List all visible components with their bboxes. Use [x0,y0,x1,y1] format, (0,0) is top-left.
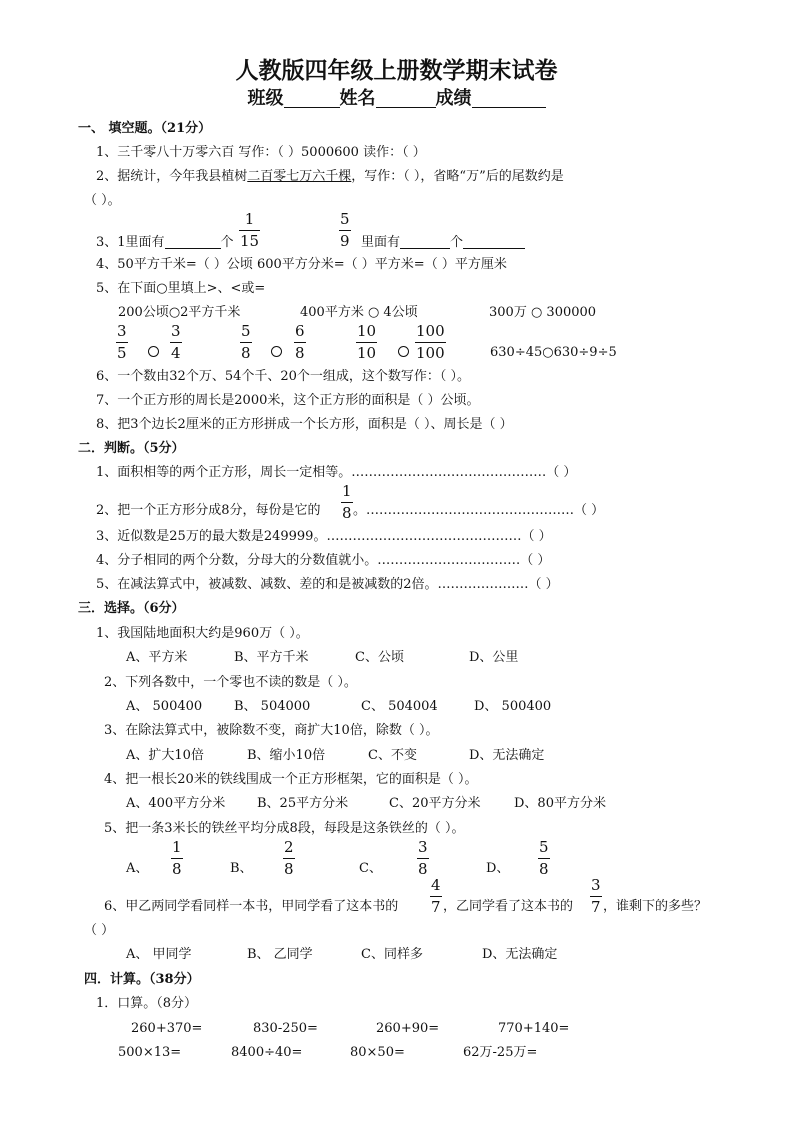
numerator: 3 [171,322,181,340]
denominator: 8 [418,860,428,878]
numerator: 3 [591,876,601,894]
section-fill-heading: 一、 填空题。（21分） [78,121,212,136]
denominator: 8 [241,344,251,362]
choice-q6-option-c[interactable]: C、同样多 [361,947,423,962]
choice-q3-option-b[interactable]: B、缩小10倍 [247,748,326,763]
choice-q5-option-b[interactable]: B、 [230,861,253,876]
denominator: 15 [240,232,260,250]
fill-q3-start [96,234,234,249]
fraction-5-9 [339,212,351,249]
fill-q2-suffix: ，写作：（ ），省略“万”后的尾数约是 [351,169,564,184]
choice-q4-option-c[interactable]: C、20平方分米 [389,796,481,811]
fill-q1: 1、三千零八十万零六百 写作：（ ）5000600 读作：（ ） [96,145,426,160]
judge-q3: 3、近似数是25万的最大数是249999。………………………………………（ ） [96,529,552,544]
choice-q6-middle: ，乙同学看了这本书的 [443,899,574,914]
fraction-4-7 [430,878,442,915]
choice-q5-frac-d [538,840,550,877]
choice-q1: 1、我国陆地面积大约是960万（ ）。 [96,626,309,641]
fill-q2-prefix: 2、据统计，今年我县植树 [96,169,248,184]
fraction-1-8 [341,484,353,521]
compare-division: 630÷45○630÷9÷5 [490,345,617,360]
fill-q2-continued: （ ）。 [84,193,121,208]
choice-q5-option-a[interactable]: A、 [126,861,149,876]
denominator: 5 [117,344,127,362]
compare-circle[interactable] [271,346,282,357]
denominator: 8 [539,860,549,878]
choice-q1-option-c[interactable]: C、公顷 [355,650,404,665]
choice-q2-option-d[interactable]: D、 500400 [474,699,552,714]
fill-q3-unit: 个 [220,235,234,250]
judge-q1: 1、面积相等的两个正方形，周长一定相等。………………………………………（ ） [96,465,577,480]
numerator: 1 [172,838,182,856]
numerator: 4 [431,876,441,894]
numerator: 1 [342,482,352,500]
denominator: 8 [342,504,352,522]
denominator: 100 [416,344,445,362]
compare-frac-10-10 [356,324,377,361]
choice-q6-answer: （ ） [84,923,115,938]
fill-q2 [96,170,564,183]
name-label: 姓名 [339,88,376,109]
fill-q3-end [361,234,525,249]
choice-q5-option-d[interactable]: D、 [486,861,510,876]
choice-q1-option-b[interactable]: B、平方千米 [234,650,309,665]
oral-calc-item: 830-250= [253,1021,318,1036]
choice-q1-option-a[interactable]: A、平方米 [126,650,188,665]
choice-q5-frac-c [417,840,429,877]
numerator: 100 [416,322,445,340]
choice-q2-option-a[interactable]: A、 500400 [126,699,203,714]
denominator: 8 [172,860,182,878]
name-blank[interactable] [376,93,436,108]
oral-calc-item: 8400÷40= [231,1045,303,1060]
denominator: 10 [357,344,377,362]
compare-frac-3-5 [116,324,128,361]
choice-q2-option-b[interactable]: B、 504000 [234,699,311,714]
numerator: 3 [117,322,127,340]
oral-calc-item: 62万-25万= [463,1045,538,1060]
oral-calc-item: 260+370= [131,1021,203,1036]
score-blank[interactable] [472,93,546,108]
fill-q3-blank-2[interactable] [400,234,450,249]
numerator: 5 [539,838,549,856]
fill-q5: 5、在下面○里填上>、<或= [96,281,266,296]
compare-frac-5-8 [240,324,252,361]
numerator: 5 [241,322,251,340]
fill-q3-unit-2: 个 [450,235,464,250]
fill-q3-blank-1[interactable] [165,234,221,249]
compare-frac-3-4 [170,324,182,361]
choice-q2: 2、下列各数中，一个零也不读的数是（ ）。 [104,675,357,690]
page-title: 人教版四年级上册数学期末试卷 [235,57,558,84]
compare-circle[interactable] [148,346,159,357]
choice-q2-option-c[interactable]: C、 504004 [361,699,438,714]
denominator: 7 [591,898,601,916]
oral-calc-item: 80×50= [350,1045,405,1060]
choice-q6-option-a[interactable]: A、 甲同学 [126,947,192,962]
denominator: 7 [431,898,441,916]
oral-calc-heading: 1．口算。（8分） [96,996,198,1011]
compare-frac-6-8 [294,324,306,361]
section-judge-heading: 二．判断。（5分） [78,441,185,456]
class-blank[interactable] [284,93,340,108]
choice-q5: 5、把一条3米长的铁丝平均分成8段，每段是这条铁丝的（ ）。 [104,821,465,836]
choice-q5-frac-b [283,840,295,877]
choice-q4-option-d[interactable]: D、80平方分米 [514,796,606,811]
score-label: 成绩 [435,88,472,109]
judge-q2-prefix: 2、把一个正方形分成8分，每份是它的 [96,503,321,518]
fill-q2-underlined: 二百零七万六千棵 [247,169,352,184]
oral-calc-item: 500×13= [118,1045,182,1060]
oral-calc-item: 260+90= [376,1021,440,1036]
fill-q4: 4、50平方千米=（ ）公顷 600平方分米=（ ）平方米=（ ）平方厘米 [96,257,507,272]
choice-q3-option-c[interactable]: C、不变 [368,748,417,763]
choice-q6-prefix: 6、甲乙两同学看同样一本书，甲同学看了这本书的 [104,899,399,914]
compare-frac-100-100 [415,324,446,361]
choice-q1-option-d[interactable]: D、公里 [469,650,519,665]
fill-q3-middle: 里面有 [361,235,401,250]
fraction-1-15 [239,212,260,249]
choice-q5-frac-a [171,840,183,877]
numerator: 6 [295,322,305,340]
choice-q6-suffix: ，谁剩下的多些？ [603,899,708,914]
choice-q4-option-b[interactable]: B、25平方分米 [257,796,349,811]
section-calc-heading: 四．计算。（38分） [84,972,200,987]
choice-q3-option-a[interactable]: A、扩大10倍 [126,748,204,763]
denominator: 8 [295,344,305,362]
choice-q5-option-c[interactable]: C、 [359,861,382,876]
choice-q3-option-d[interactable]: D、无法确定 [469,748,545,763]
fill-q8: 8、把3个边长2厘米的正方形拼成一个长方形，面积是（ ）、周长是（ ） [96,417,513,432]
fill-q3-prefix: 3、1里面有 [96,235,165,250]
choice-q6-option-b[interactable]: B、 乙同学 [247,947,313,962]
judge-q2-suffix: 。…………………………………………（ ） [353,503,605,518]
class-label: 班级 [247,88,284,109]
choice-q4-option-a[interactable]: A、400平方分米 [126,796,226,811]
compare-3: 300万 ○ 300000 [489,305,597,320]
choice-q4: 4、把一根长20米的铁线围成一个正方形框架，它的面积是（ ）。 [104,772,478,787]
fill-q6: 6、一个数由32个万、54个千、20个一组成，这个数写作：（ ）。 [96,369,471,384]
fraction-3-7 [590,878,602,915]
oral-calc-item: 770+140= [498,1021,570,1036]
choice-q6-option-d[interactable]: D、无法确定 [482,947,558,962]
denominator: 9 [340,232,350,250]
denominator: 4 [171,344,181,362]
numerator: 10 [357,322,377,340]
numerator: 2 [284,838,294,856]
compare-2: 400平方米 ○ 4公顷 [300,305,418,320]
compare-circle[interactable] [398,346,409,357]
judge-q5: 5、在减法算式中，被减数、减数、差的和是被减数的2倍。…………………（ ） [96,577,559,592]
numerator: 1 [244,210,255,228]
numerator: 5 [340,210,350,228]
fill-q7: 7、一个正方形的周长是2000米，这个正方形的面积是（ ）公顷。 [96,393,480,408]
choice-q3: 3、在除法算式中，被除数不变，商扩大10倍，除数（ ）。 [104,723,439,738]
denominator: 8 [284,860,294,878]
judge-q4: 4、分子相同的两个分数，分母大的分数值就小。……………………………（ ） [96,553,551,568]
section-choice-heading: 三．选择。（6分） [78,601,185,616]
compare-1: 200公顷○2平方千米 [118,305,241,320]
numerator: 3 [418,838,428,856]
student-info-line [0,90,793,108]
fill-q3-blank-3[interactable] [463,234,525,249]
